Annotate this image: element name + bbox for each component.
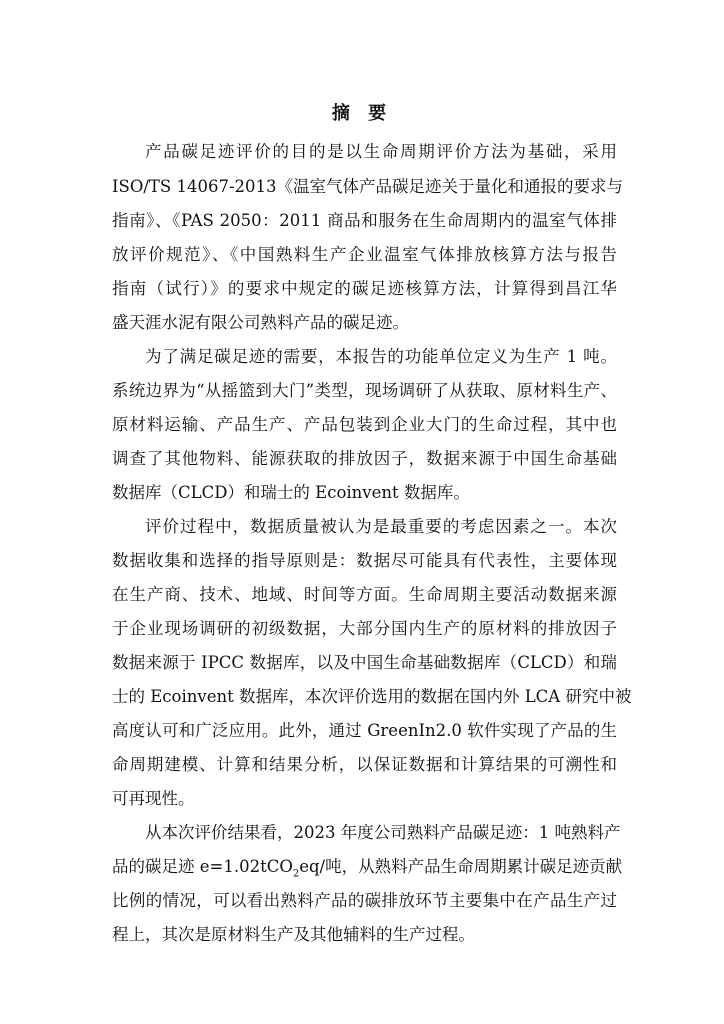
p3-line-8: 命周期建模、计算和结果分析，以保证数据和计算结果的可溯性和 (112, 755, 617, 774)
p2-line-4: 调查了其他物料、能源获取的排放因子，数据来源于中国生命基础 (112, 449, 617, 468)
p1-line-2: ISO/TS 14067-2013《温室气体产品碳足迹关于量化和通报的要求与 (112, 177, 624, 196)
p4-line-3: 比例的情况，可以看出熟料产品的碳排放环节主要集中在产品生产过 (112, 891, 617, 910)
p1-line-6: 盛天涯水泥有限公司熟料产品的碳足迹。 (112, 313, 409, 332)
p3-line-7: 高度认可和广泛应用。此外，通过 GreenIn2.0 软件实现了产品的生 (112, 721, 617, 740)
p2-line-5: 数据库（CLCD）和瑞士的 Ecoinvent 数据库。 (112, 483, 470, 502)
p3-line-6: 士的 Ecoinvent 数据库，本次评价选用的数据在国内外 LCA 研究中被 (112, 687, 632, 706)
p3-line-4: 于企业现场调研的初级数据，大部分国内生产的原材料的排放因子 (112, 619, 617, 638)
p2-line-1: 为了满足碳足迹的需要，本报告的功能单位定义为生产 1 吨。 (145, 347, 617, 366)
p3-line-3: 在生产商、技术、地域、时间等方面。生命周期主要活动数据来源 (112, 585, 617, 604)
p4-line-4: 程上，其次是原材料生产及其他辅料的生产过程。 (112, 925, 475, 944)
p2-line-2: 系统边界为“从摇篮到大门”类型，现场调研了从获取、原材料生产、 (112, 381, 617, 400)
p3-line-1: 评价过程中，数据质量被认为是最重要的考虑因素之一。本次 (145, 517, 617, 536)
co2-subscript: 2 (292, 868, 300, 880)
p1-line-3: 指南》、《PAS 2050：2011 商品和服务在生命周期内的温室气体排 (112, 211, 617, 230)
p4-line-2 (112, 856, 623, 880)
p3-line-5: 数据来源于 IPCC 数据库，以及中国生命基础数据库（CLCD）和瑞 (112, 653, 617, 672)
p3-line-9: 可再现性。 (112, 789, 195, 808)
p2-line-3: 原材料运输、产品生产、产品包装到企业大门的生命过程，其中也 (112, 415, 617, 434)
page-title: 摘 要 (331, 103, 393, 124)
p1-line-1: 产品碳足迹评价的目的是以生命周期评价方法为基础，采用 (145, 142, 617, 161)
p1-line-4: 放评价规范》、《中国熟料生产企业温室气体排放核算方法与报告 (112, 245, 617, 264)
p1-line-5: 指南（试行）》的要求中规定的碳足迹核算方法，计算得到昌江华 (112, 279, 617, 298)
p3-line-2: 数据收集和选择的指导原则是：数据尽可能具有代表性，主要体现 (112, 551, 617, 570)
p4-line-1: 从本次评价结果看，2023 年度公司熟料产品碳足迹：1 吨熟料产 (145, 823, 621, 842)
p4-line-2-pre: 品的碳足迹 e=1.02tCO (112, 857, 293, 876)
p4-line-2-post: eq/吨，从熟料产品生命周期累计碳足迹贡献 (299, 857, 623, 876)
